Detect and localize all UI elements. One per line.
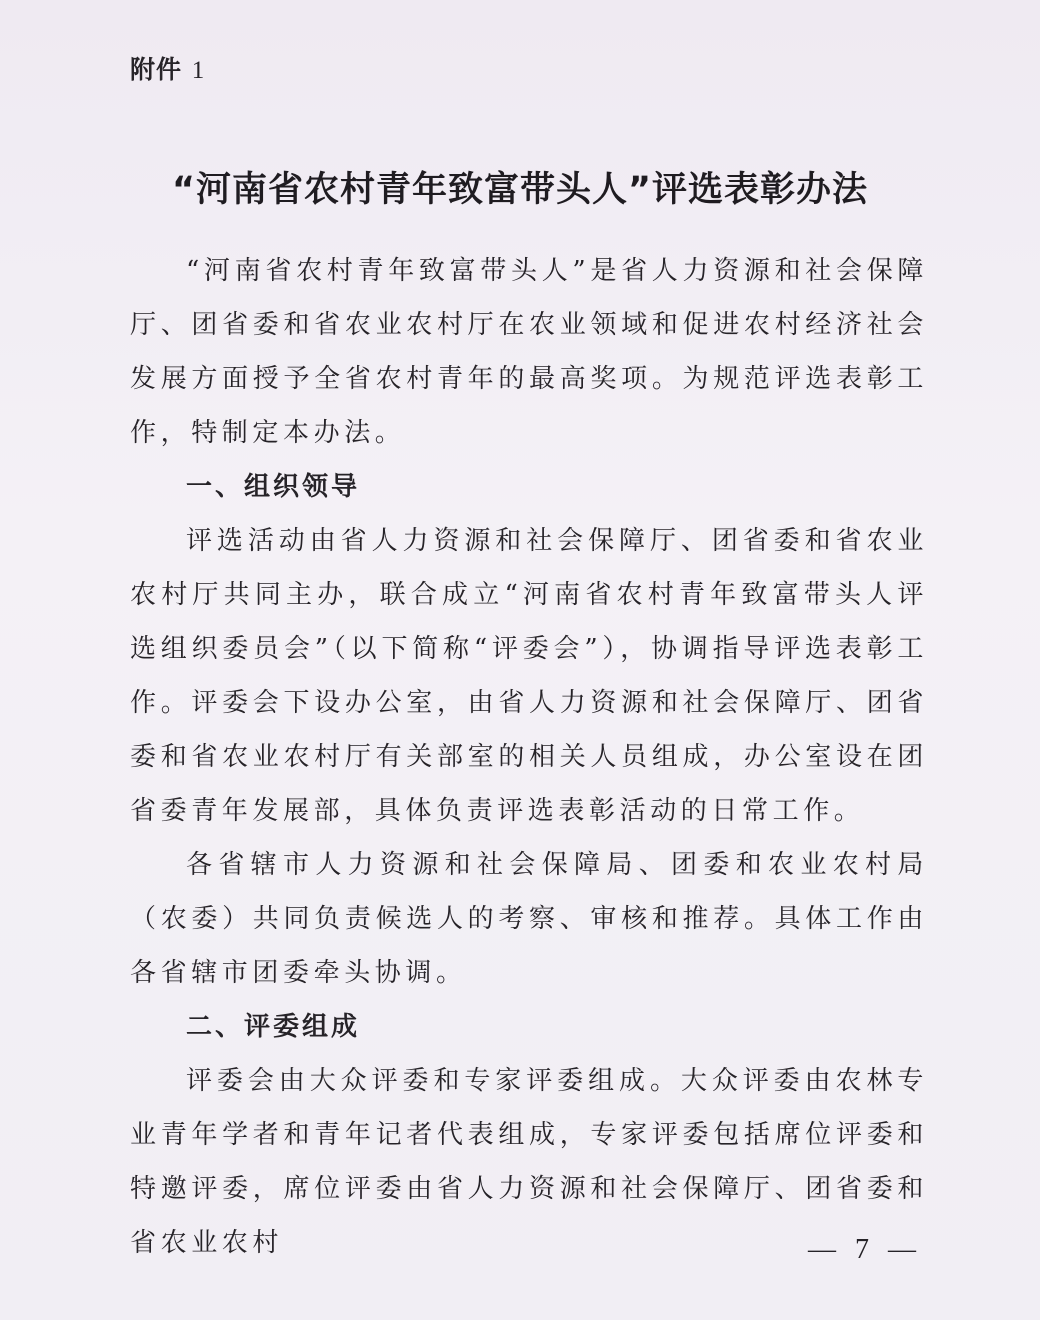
page-number: — 7 —	[808, 1234, 922, 1265]
section-heading-organization: 一、组织领导	[186, 472, 361, 502]
section-heading-committee: 二、评委组成	[186, 1012, 361, 1042]
section2-paragraph: 评委会由大众评委和专家评委组成。大众评委由农林专业青年学者和青年记者代表组成，专家评委包括席位评委和特邀评委，席位评委由省人力资源和社会保障厅、团省委和省农业农村	[130, 1066, 928, 1258]
document-title: “河南省农村青年致富带头人”评选表彰办法	[171, 170, 868, 210]
section1-paragraph: 评选活动由省人力资源和社会保障厅、团省委和省农业农村厅共同主办，联合成立“河南省农村青年致富带头人评选组织委员会”（以下简称“评委会”），协调指导评选表彰工作。评委会下设办公室，由省人力资源和社会保障厅、团省委和省农业农村厅有关部室的相关人员组成，办公室设在团省委青年发展部，具体负责评选表彰活动的日常工作。	[130, 526, 928, 826]
document-body	[130, 244, 928, 1270]
attachment-label	[130, 50, 205, 86]
section1-paragraph: 各省辖市人力资源和社会保障局、团委和农业农村局（农委）共同负责候选人的考察、审核和推荐。具体工作由各省辖市团委牵头协调。	[130, 850, 928, 988]
intro-paragraph: “河南省农村青年致富带头人”是省人力资源和社会保障厅、团省委和省农业农村厅在农业领域和促进农村经济社会发展方面授予全省农村青年的最高奖项。为规范评选表彰工作，特制定本办法。	[130, 256, 928, 448]
attachment-prefix: 附件	[130, 55, 183, 84]
attachment-number: 1	[191, 57, 206, 84]
